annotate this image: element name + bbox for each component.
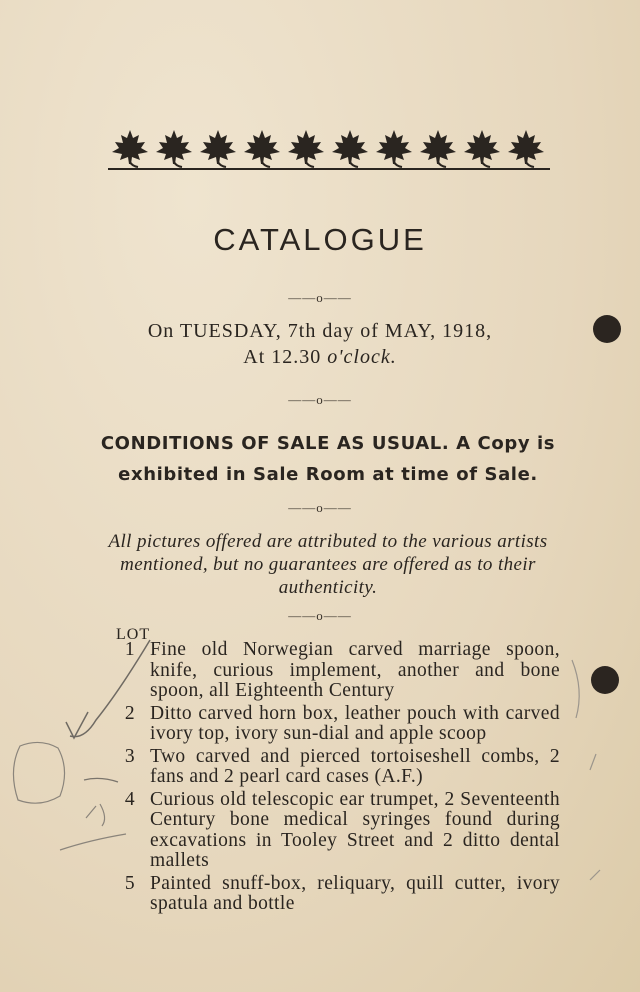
lot-item: [110, 790, 560, 872]
lot-item: [110, 704, 560, 745]
lot-number: 2: [124, 702, 136, 724]
lot-number: 3: [124, 745, 136, 767]
sale-date: On TUESDAY, 7th day of MAY, 1918,: [147, 320, 493, 342]
sale-time-oclock: o'clock.: [327, 346, 397, 368]
lot-number: 5: [124, 872, 136, 894]
lot-number: 1: [124, 639, 136, 660]
conditions-of-sale: CONDITIONS OF SALE AS USUAL. A Copy is exhibited in Sale Room at time of Sale.: [100, 433, 556, 485]
ornament-border: [108, 128, 550, 172]
divider-4: ——o——: [288, 608, 352, 623]
lot-number: 4: [124, 788, 136, 810]
lot-description: Fine old Norwegian carved marriage spoon, knife, curious implement, another and bone spoon, all Eighteenth Century: [150, 639, 560, 701]
catalogue-title: CATALOGUE: [213, 222, 427, 257]
lot-column-heading: LOT: [116, 626, 151, 643]
divider-3: ——o——: [288, 500, 352, 515]
attribution-disclaimer: All pictures offered are attributed to the various artists mentioned, but no guarantees are offered as to their authenticity.: [108, 531, 548, 598]
ink-blot: [593, 315, 621, 343]
maple-leaf-border-icon: [108, 128, 550, 172]
ink-blot: [591, 666, 619, 694]
lot-item: [110, 747, 560, 788]
lot-item: [110, 874, 560, 915]
lot-description: Two carved and pierced tortoiseshell combs, 2 fans and 2 pearl card cases (A.F.): [150, 745, 560, 787]
sale-time-hour: At 12.30: [243, 346, 322, 368]
lot-description: Ditto carved horn box, leather pouch with carved ivory top, ivory sun-dial and apple scoop: [150, 702, 560, 744]
lot-description: Curious old telescopic ear trumpet, 2 Seventeenth Century bone medical syringes found during excavations in Tooley Street and 2 ditto dental mallets: [150, 788, 560, 871]
lot-list: [110, 640, 560, 917]
sale-time: [0, 346, 640, 369]
lot-item: [110, 640, 560, 702]
divider-1: ——o——: [288, 290, 352, 305]
lot-description: Painted snuff-box, reliquary, quill cutter, ivory spatula and bottle: [150, 872, 560, 914]
divider-2: ——o——: [288, 392, 352, 407]
